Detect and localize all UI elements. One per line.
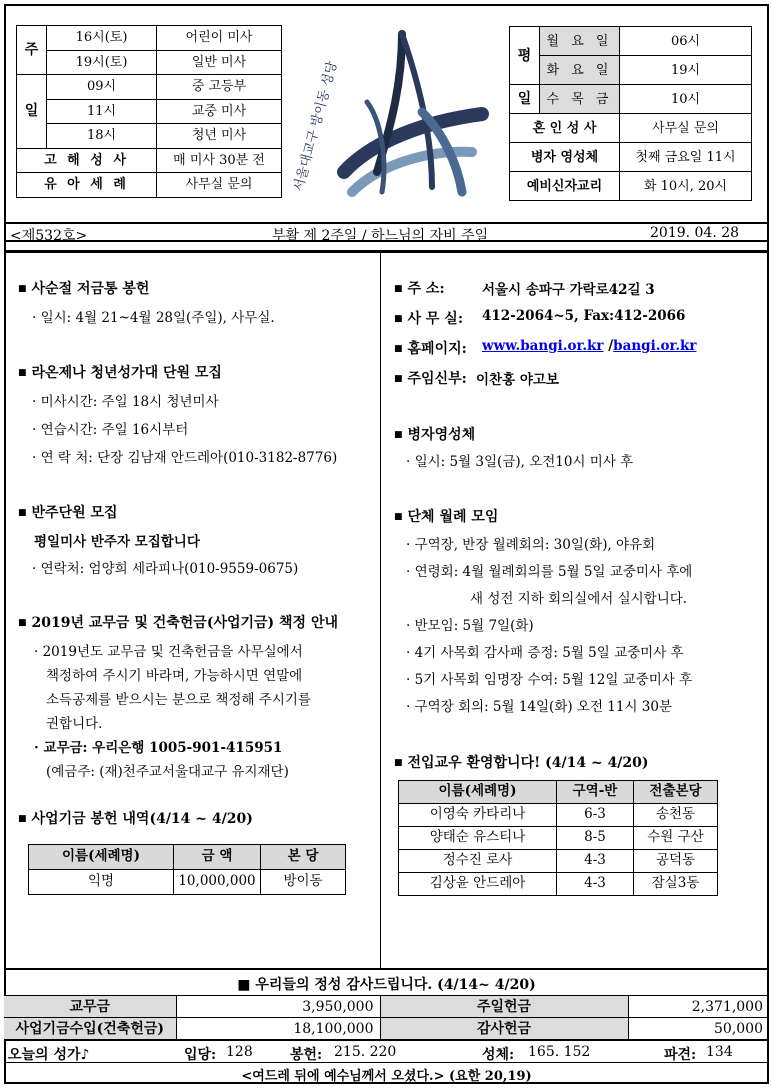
- table-cell: 6-3: [557, 804, 634, 827]
- confession-value: 매 미사 30분 전: [157, 148, 282, 173]
- section-title: ■ 단체 월례 모임: [394, 506, 498, 526]
- table-cell: 방이동: [261, 870, 346, 895]
- column-divider: [380, 250, 381, 968]
- text-line: · 구역장 회의: 5월 14일(화) 오전 11시 30분: [406, 699, 673, 715]
- homepage-label: ■ 홈페이지:: [394, 338, 467, 358]
- sunday-side-label-top: 주: [17, 26, 47, 75]
- schedule-time: 09시: [47, 75, 157, 100]
- confession-label: 고 해 성 사: [17, 148, 157, 173]
- text-line: · 반모임: 5월 7일(화): [406, 618, 534, 634]
- offering-section: [4, 968, 769, 1082]
- schedule-event: 중 고등부: [157, 75, 282, 100]
- weekday-time: 06시: [620, 27, 752, 56]
- section-title: ■ 사순절 저금통 봉헌: [18, 278, 149, 298]
- recessional-value: 134: [706, 1044, 733, 1060]
- weekday-mass-schedule: [509, 26, 752, 201]
- parish-logo: [282, 22, 492, 202]
- offering-label: 주일헌금: [380, 996, 628, 1018]
- text-line: 소득공제를 받으시는 분으로 책정해 주시기를: [46, 692, 311, 708]
- priest-label: ■ 주임신부:: [394, 368, 467, 388]
- offering-table: [4, 995, 769, 1040]
- schedule-time: 19시(토): [47, 50, 157, 75]
- weekday-side-label-bottom: 일: [510, 85, 540, 114]
- office-value: 412-2064~5, Fax:412-2066: [482, 308, 686, 324]
- infant-baptism-value: 사무실 문의: [157, 173, 282, 198]
- priest-value: 이찬홍 야고보: [476, 372, 559, 388]
- text-line: · 4기 사목회 감사패 증정: 5월 5일 교중미사 후: [406, 645, 684, 661]
- bulletin-title: 부활 제 2주일 / 하느님의 자비 주일: [272, 228, 489, 244]
- table-cell: 김상윤 안드레아: [399, 873, 557, 896]
- weekday-time: 10시: [620, 85, 752, 114]
- text-line: · 미사시간: 주일 18시 청년미사: [32, 394, 219, 410]
- table-header: 구역-반: [557, 781, 634, 804]
- schedule-event: 일반 미사: [157, 50, 282, 75]
- table-header: 전출본당: [634, 781, 718, 804]
- homepage-link[interactable]: www.bangi.or.kr: [482, 338, 604, 354]
- sick-communion-label: 병자 영성체: [510, 143, 620, 172]
- issue-number: <제532호>: [10, 228, 88, 244]
- schedule-event: 청년 미사: [157, 124, 282, 149]
- section-title: ■ 반주단원 모집: [18, 502, 118, 522]
- schedule-event: 교중 미사: [157, 99, 282, 124]
- weekday-time: 19시: [620, 56, 752, 85]
- text-line: 평일미사 반주자 모집합니다: [34, 534, 200, 550]
- entrance-value: 128: [226, 1044, 253, 1060]
- sick-communion-value: 첫째 금요일 11시: [620, 143, 752, 172]
- hymn-row: [4, 1040, 769, 1062]
- table-cell: 잠실3동: [634, 873, 718, 896]
- table-cell: 공덕동: [634, 850, 718, 873]
- table-cell: 정수진 로사: [399, 850, 557, 873]
- bulletin-header-bar: [4, 222, 769, 242]
- text-line: · 교무금: 우리은행 1005-901-415951: [34, 740, 283, 756]
- entrance-label: 입당:: [184, 1047, 217, 1063]
- schedule-time: 11시: [47, 99, 157, 124]
- sunday-side-label-bottom: 일: [17, 75, 47, 149]
- text-line: · 연락처: 엄양희 세라피나(010-9559-0675): [32, 561, 299, 577]
- table-header: 이름(세례명): [29, 845, 174, 870]
- table-cell: 양태순 유스티나: [399, 827, 557, 850]
- schedule-time: 16시(토): [47, 26, 157, 51]
- homepage-links: [482, 338, 697, 354]
- infant-baptism-label: 유 아 세 례: [17, 173, 157, 198]
- text-line: · 연 락 처: 단장 김남재 안드레아(010-3182-8776): [32, 450, 338, 466]
- text-line: · 일시: 5월 3일(금), 오전10시 미사 후: [406, 454, 634, 470]
- fund-table: [28, 844, 346, 895]
- weekday-day: 수 목 금: [540, 85, 620, 114]
- offering-label: 교무금: [4, 996, 176, 1018]
- section-title: ■ 라온제나 청년성가대 단원 모집: [18, 362, 222, 382]
- section-title: ■ 사업기금 봉헌 내역(4/14 ~ 4/20): [18, 808, 253, 828]
- offertory-label: 봉헌:: [290, 1047, 323, 1063]
- text-line: · 5기 사목회 임명장 수여: 5월 12일 교중미사 후: [406, 672, 693, 688]
- catechumen-value: 화 10시, 20시: [620, 172, 752, 201]
- communion-label: 성체:: [482, 1047, 515, 1063]
- logo-text: 서울대교구 방이동 성당: [291, 59, 341, 194]
- offering-label: 감사헌금: [380, 1018, 628, 1040]
- bulletin-date: 2019. 04. 28: [650, 225, 740, 241]
- recessional-label: 파견:: [664, 1047, 697, 1063]
- table-header: 본 당: [261, 845, 346, 870]
- text-line: · 연습시간: 주일 16시부터: [32, 422, 189, 438]
- table-cell: 10,000,000: [174, 870, 261, 895]
- table-cell: 4-3: [557, 873, 634, 896]
- communion-value: 165. 152: [528, 1044, 591, 1060]
- table-header: 금 액: [174, 845, 261, 870]
- table-cell: 수원 구산: [634, 827, 718, 850]
- schedule-event: 어린이 미사: [157, 26, 282, 51]
- table-header: 이름(세례명): [399, 781, 557, 804]
- table-cell: 송천동: [634, 804, 718, 827]
- offering-amount: 2,371,000: [628, 996, 769, 1018]
- address-value: 서울시 송파구 가락로42길 3: [482, 282, 655, 298]
- offering-amount: 18,100,000: [176, 1018, 380, 1040]
- marriage-label: 혼 인 성 사: [510, 114, 620, 143]
- table-cell: 4-3: [557, 850, 634, 873]
- marriage-value: 사무실 문의: [620, 114, 752, 143]
- weekday-day: 월 요 일: [540, 27, 620, 56]
- table-cell: 익명: [29, 870, 174, 895]
- text-line: · 2019년도 교무금 및 건축헌금을 사무실에서: [34, 644, 303, 660]
- text-line: · 일시: 4월 21~4월 28일(주일), 사무실.: [32, 310, 275, 326]
- text-line: · 구역장, 반장 월례회의: 30일(화), 야유회: [406, 537, 656, 553]
- catechumen-label: 예비신자교리: [510, 172, 620, 201]
- text-line: 책정하여 주시기 바라며, 가능하시면 연말에: [46, 668, 303, 684]
- weekday-day: 화 요 일: [540, 56, 620, 85]
- text-line: 권합니다.: [46, 716, 103, 732]
- table-cell: 이영숙 카타리나: [399, 804, 557, 827]
- offertory-value: 215. 220: [334, 1044, 397, 1060]
- homepage-link-short[interactable]: bangi.or.kr: [613, 338, 697, 354]
- hymn-label: 오늘의 성가♪: [8, 1047, 90, 1063]
- text-line: (예금주: (재)천주교서울대교구 유지재단): [46, 764, 289, 780]
- section-title: ■ 2019년 교무금 및 건축헌금(사업기금) 책정 안내: [18, 612, 338, 632]
- thanks-heading: ■ 우리들의 정성 감사드립니다. (4/14~ 4/20): [237, 977, 536, 993]
- sunday-mass-schedule: [16, 25, 282, 198]
- address-label: ■ 주 소:: [394, 278, 445, 298]
- newcomers-table: [398, 780, 718, 896]
- text-line: · 연령회: 4월 월례회의를 5월 5일 교중미사 후에: [406, 564, 693, 580]
- schedule-time: 18시: [47, 124, 157, 149]
- section-title: ■ 병자영성체: [394, 424, 475, 444]
- offering-amount: 3,950,000: [176, 996, 380, 1018]
- offering-amount: 50,000: [628, 1018, 769, 1040]
- text-line: 새 성전 지하 회의실에서 실시합니다.: [470, 591, 688, 607]
- link-separator: /: [603, 338, 614, 354]
- offering-label: 사업기금수입(건축헌금): [4, 1018, 176, 1040]
- table-cell: 8-5: [557, 827, 634, 850]
- weekday-side-label-top: 평: [510, 27, 540, 85]
- gospel-verse: <여드레 뒤에 예수님께서 오셨다.> (요한 20,19): [4, 1062, 769, 1082]
- office-label: ■ 사 무 실:: [394, 308, 463, 328]
- section-title: ■ 전입교우 환영합니다! (4/14 ~ 4/20): [394, 752, 649, 772]
